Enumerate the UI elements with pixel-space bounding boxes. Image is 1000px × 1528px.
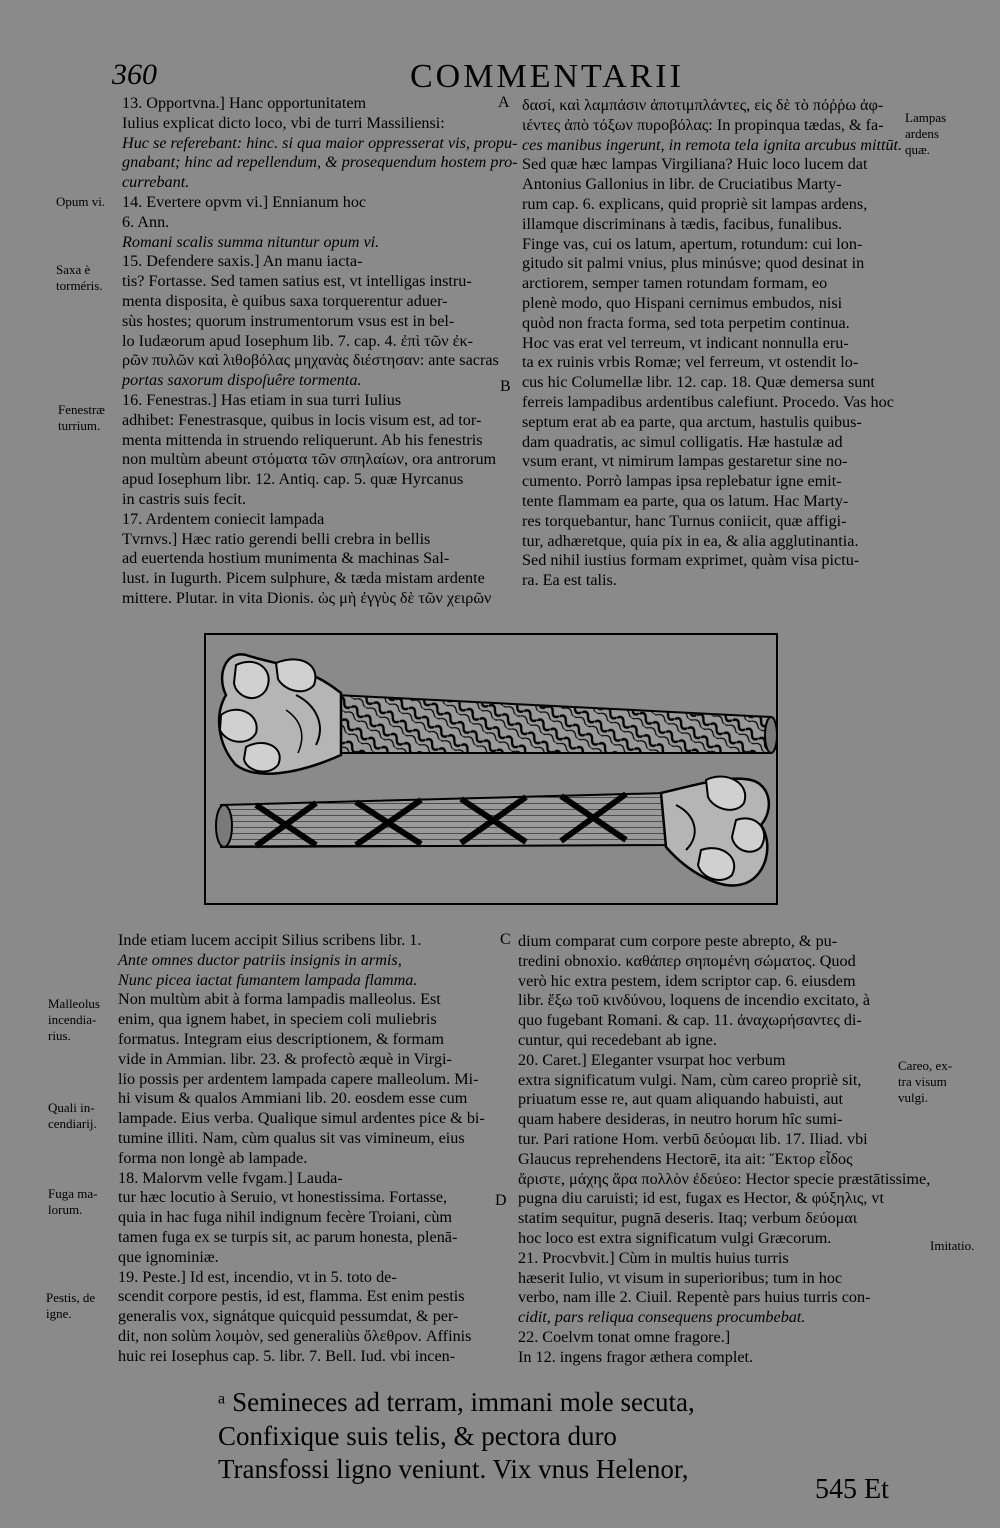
text-line: Non multùm abit à forma lampadis malleolus. Est [118,990,441,1009]
text-line: 13. Opportvna.] Hanc opportunitatem [122,94,367,112]
margin-note-line: Imitatio. [930,1238,975,1253]
text-line: ferreis lampadibus ardentibus calefiunt. Procedo. Vas hoc [522,392,894,411]
margin-note-line: ardens [905,126,939,141]
text-line: 20. Caret.] Eleganter vsurpat hoc verbum [518,1050,786,1069]
text-line: enim, qua ignem habet, in speciem coli muliebris [118,1010,437,1029]
text-line: forma non longè ab lampade. [118,1148,308,1167]
margin-note-line: Quali in- [48,1100,95,1115]
text-line: hæserit Iulio, vt visum in superioribus; tum in hoc [518,1268,843,1287]
text-line: lio possis per ardentem lampada capere malleolum. Mi- [118,1069,479,1088]
margin-note-line: cendiarij. [48,1116,97,1131]
text-line: ἄριστε, μάχης ἄρα πολλὸν ἐδεύεο: Hector specie præstātissime, [518,1169,931,1188]
text-line: in castris suis fecit. [122,489,247,508]
right-column-bottom [518,932,930,1368]
text-line: tis? Fortasse. Sed tamen satius est, vt intelligas instru- [122,272,472,291]
text-line: ιέντες ἀπὸ τόξων πυροβόλας: In propinqua tædas, & fa- [522,115,884,134]
margin-note-malleolus [48,996,100,1044]
text-line: mittere. Plutar. in vita Dionis. ὡς μὴ ἐγγὺς δὲ τῶν χειρῶν [122,588,492,607]
text-line: 15. Defendere saxis.] An manu iacta- [122,252,363,271]
text-line: verò hic extra pestem, idem scriptor cap. 6. eiusdem [518,971,856,990]
text-line: dit, non solùm λοιμὸν, sed generaliùs ὄλεθρον. Affinis [118,1326,472,1345]
text-line: 17. Ardentem coniecit lampada [122,509,325,528]
right-column-top [522,96,902,591]
text-line: tur. Pari ratione Hom. verbū δεύομαι lib. 17. Iliad. vbi [518,1129,868,1148]
text-line: quam habere desideras, in neutro horum hîc sumi- [518,1110,843,1129]
text-line: Finge vas, cui os latum, apertum, rotundum: cui lon- [522,234,863,253]
margin-note-line: lorum. [48,1202,83,1217]
text-line: libr. ἔξω τοῦ κινδύνου, loquens de incendio excitato, à [518,991,871,1010]
text-line: tur hæc locutio à Seruio, vt honestissima. Fortasse, [118,1188,448,1207]
verse-block [218,1386,695,1487]
text-line: 14. Evertere opvm vi.] Ennianum hoc [122,192,367,211]
text-line: menta disposita, è quibus saxa torquerentur aduer- [122,291,448,310]
text-line: Sed nihil iustius formam exprimet, quàm visa pictu- [522,551,860,570]
margin-note-line: Lampas [905,110,947,125]
verse-line: Transfossi ligno veniunt. Vix vnus Helenor, [218,1454,689,1484]
margin-note-line: Pestis, de [46,1290,96,1305]
text-line: vsum erant, vt nimirum lampas gestaretur sine no- [522,452,848,471]
text-line: Romani scalis summa nituntur opum vi. [122,232,380,251]
text-line: huic rei Iosephus cap. 5. libr. 7. Bell. Iud. vbi incen- [118,1346,456,1365]
section-mark-b: B [500,378,511,395]
section-mark-a: A [498,94,510,111]
text-line: Ante omnes ductor patriis insignis in armis, [118,950,402,969]
margin-note-line: Fenestræ [58,402,105,417]
text-line: In 12. ingens fragor æthera complet. [518,1347,754,1366]
text-line: plenè modo, quo Hispani cernimus embudos, nisi [522,293,843,312]
text-line: scendit corpore pestis, id est, flamma. Est enim pestis [118,1287,465,1306]
text-line: adhibet: Fenestrasque, quibus in locis visum est, ad tor- [122,410,482,429]
text-line: menta mittenda in struendo reliquerunt. Ab his fenestris [122,430,483,449]
text-line: Antonius Gallonius in libr. de Cruciatibus Marty- [522,175,842,194]
text-line: 21. Procvbvit.] Cùm in multis huius turris [518,1248,789,1267]
margin-note-lampas [905,110,946,158]
text-line: vide in Ammian. libr. 23. & profectò æquè in Virgi- [118,1049,452,1068]
verse-line: Confixique suis telis, & pectora duro [218,1420,617,1451]
text-line: tredini obnoxio. καθάπερ σηπομένη σώματος. Quod [518,951,856,970]
torch-illustration [206,635,776,903]
text-line: 18. Malorvm velle fvgam.] Lauda- [118,1168,343,1187]
text-line: 16. Fenestras.] Has etiam in sua turri Iulius [122,390,402,409]
text-line: quo fugebant Romani. & cap. 11. ἀναχωρήσαντες di- [518,1011,862,1030]
text-line: gitudo sit palmi vnius, plus minúsve; quod desinat in [522,254,865,273]
text-line: cuntur, qui recedebant ab igne. [518,1030,717,1049]
text-line: Inde etiam lucem accipit Silius scribens libr. 1. [118,931,422,949]
margin-note-line: Saxa è [56,262,91,277]
text-line: priuatum esse re, aut quam aliquando habuisti, aut [518,1090,844,1109]
torch-woodcut-figure [204,633,778,905]
text-line: lampade. Eius verba. Qualique simul ardentes pice & bi- [118,1109,485,1128]
text-line: 6. Ann. [122,212,170,231]
text-line: Nunc picea iactat fumantem lampada flamma. [118,970,418,989]
page-number: 360 [112,58,157,91]
text-line: extra significatum vulgi. Nam, cùm careo propriè sit, [518,1070,862,1089]
left-column-top [122,94,518,609]
text-line: que ignominiæ. [118,1247,219,1266]
margin-note-line: igne. [46,1306,72,1321]
text-line: quia in hac fuga nihil indignum fecère Troiani, cùm [118,1208,453,1227]
text-line: pugna diu caruisti; id est, fugax es Hector, & φύξηλις, vt [518,1189,884,1208]
text-line: statim sequitur, pugnā deseris. Itaq; verbum δεύομαι [518,1209,858,1228]
margin-note-line: rius. [48,1028,71,1043]
text-line: tamen fuga ex se turpis sit, ac parum honesta, plenā- [118,1227,458,1246]
text-line: septum erat ab ea parte, qua arctum, hastulis quibus- [522,412,862,431]
text-line: currebant. [122,173,190,192]
text-line: hoc loco est extra significatum vulgi Græcorum. [518,1228,832,1247]
text-line: quòd non fracta forma, sed tota perpetim continua. [522,313,850,332]
left-column-bottom [118,931,485,1367]
margin-note-saxa [56,262,103,294]
text-line: dam quadratis, ac simul colligatis. Hæ hastulæ ad [522,432,843,451]
section-mark-c: C [500,931,511,948]
text-line: hi visum & qualos Ammiani lib. 20. eosdem esse cum [118,1089,468,1108]
text-line: ces manibus ingerunt, in remota tela ignita arcubus mittūt. [522,135,903,154]
text-line: Huc se referebant: hinc. si qua maior oppresserat vis, propu- [122,133,518,152]
text-line: ad euertenda hostium munimenta & machinas Sal- [122,549,450,568]
margin-note-line: Careo, ex- [898,1058,953,1073]
text-line: dium comparat cum corpore peste abrepto, & pu- [518,932,838,950]
upper-torch [219,654,776,773]
margin-note-careo [898,1058,952,1106]
section-mark-d: D [495,1192,507,1209]
margin-note-line: tra visum [898,1074,947,1089]
margin-note-pestis [46,1290,95,1322]
text-line: non multùm abeunt στόματα τῶν σπηλαίων, ora antrorum [122,450,497,469]
margin-note-opum-vi [56,194,105,210]
margin-note-line: incendia- [48,1012,97,1027]
text-line: ρῶν πυλῶν καὶ λιθοβόλας μηχανὰς διέστησαν: ante sacras [122,351,499,370]
text-line: lust. in Iugurth. Picem sulphure, & tæda mistam ardente [122,569,485,588]
text-line: 19. Peste.] Id est, incendio, vt in 5. toto de- [118,1267,397,1286]
margin-note-line: torméris. [56,278,103,293]
running-title: COMMENTARII [410,58,684,95]
margin-note-line: vulgi. [898,1090,928,1105]
text-line: cumento. Porrò lampas ipsa replebatur igne emit- [522,472,842,491]
text-line: rum cap. 6. explicans, quid propriè sit lampas ardens, [522,194,868,213]
text-line: tur, adhæretque, quia pix in ea, & alia agglutinantia. [522,531,859,550]
text-line: Hoc vas erat vel terreum, vt indicant nonnulla eru- [522,333,849,352]
text-line: apud Iosephum libr. 12. Antiq. cap. 5. quæ Hyrcanus [122,470,464,489]
margin-note-fenestrae [58,402,105,434]
catchword: 545 Et [815,1474,889,1505]
text-line: illamque discriminans à tædis, facibus, funalibus. [522,214,843,233]
text-line: Tvrnvs.] Hæc ratio gerendi belli crebra in bellis [122,529,431,548]
margin-note-line: quæ. [905,142,930,157]
text-line: lo Iudæorum apud Iosephum lib. 7. cap. 4. ἐπὶ τῶν ἐκ- [122,331,473,350]
text-line: 22. Coelvm tonat omne fragore.] [518,1327,731,1346]
text-line: Glaucus reprehendens Hectorē, ita ait: Ἕκτορ εἶδος [518,1149,853,1168]
text-line: arctiorem, semper tamen rotundam formam, eo [522,274,828,293]
text-line: tumine illiti. Nam, cùm qualus sit vas vimineum, eius [118,1128,465,1147]
margin-note-line: Fuga ma- [48,1186,98,1201]
text-line: sùs hostes; quorum instrumentorum vsus est in bel- [122,311,455,330]
text-line: ra. Ea est talis. [522,571,617,590]
margin-note-line: turrium. [58,418,101,433]
text-line: verbo, nam ille 2. Ciuil. Repentè pars huius turris con- [518,1288,871,1307]
margin-note-fuga [48,1186,97,1218]
text-line: gnabant; hinc ad repellendum, & prosequendum hostem pro- [122,153,518,172]
verse-line: ᵃ Semineces ad terram, immani mole secuta, [218,1387,695,1417]
text-line: tente flammam ea parte, qua os latum. Hac Marty- [522,491,849,510]
text-line: Iulius explicat dicto loco, vbi de turri Massiliensi: [122,113,445,132]
margin-note-line: Opum vi. [56,194,106,209]
text-line: generalis vox, signátque quicquid pessumdat, & per- [118,1307,459,1326]
margin-note-imitatio [930,1238,974,1254]
text-line: portas saxorum dispoſuêre tormenta. [122,371,362,390]
text-line: ta ex ruinis vrbis Romæ; vel ferreum, vt ostendit lo- [522,353,859,372]
text-line: cidit, pars reliqua consequens procumbebat. [518,1308,806,1327]
text-line: formatus. Integram eius descriptionem, & formam [118,1029,444,1048]
lower-torch [216,777,769,886]
margin-note-line: Malleolus [48,996,100,1011]
text-line: Sed quæ hæc lampas Virgiliana? Huic loco lucem dat [522,155,868,174]
text-line: res torquebantur, hanc Turnus coniicit, quæ affigi- [522,511,847,530]
margin-note-quali [48,1100,97,1132]
text-line: δασί, καὶ λαμπάσιν ἀποτιμπλάντες, εἰς δὲ τὸ πόῤῥω ἀφ- [522,96,884,114]
text-line: cus hic Columellæ libr. 12. cap. 18. Quæ demersa sunt [522,373,875,392]
